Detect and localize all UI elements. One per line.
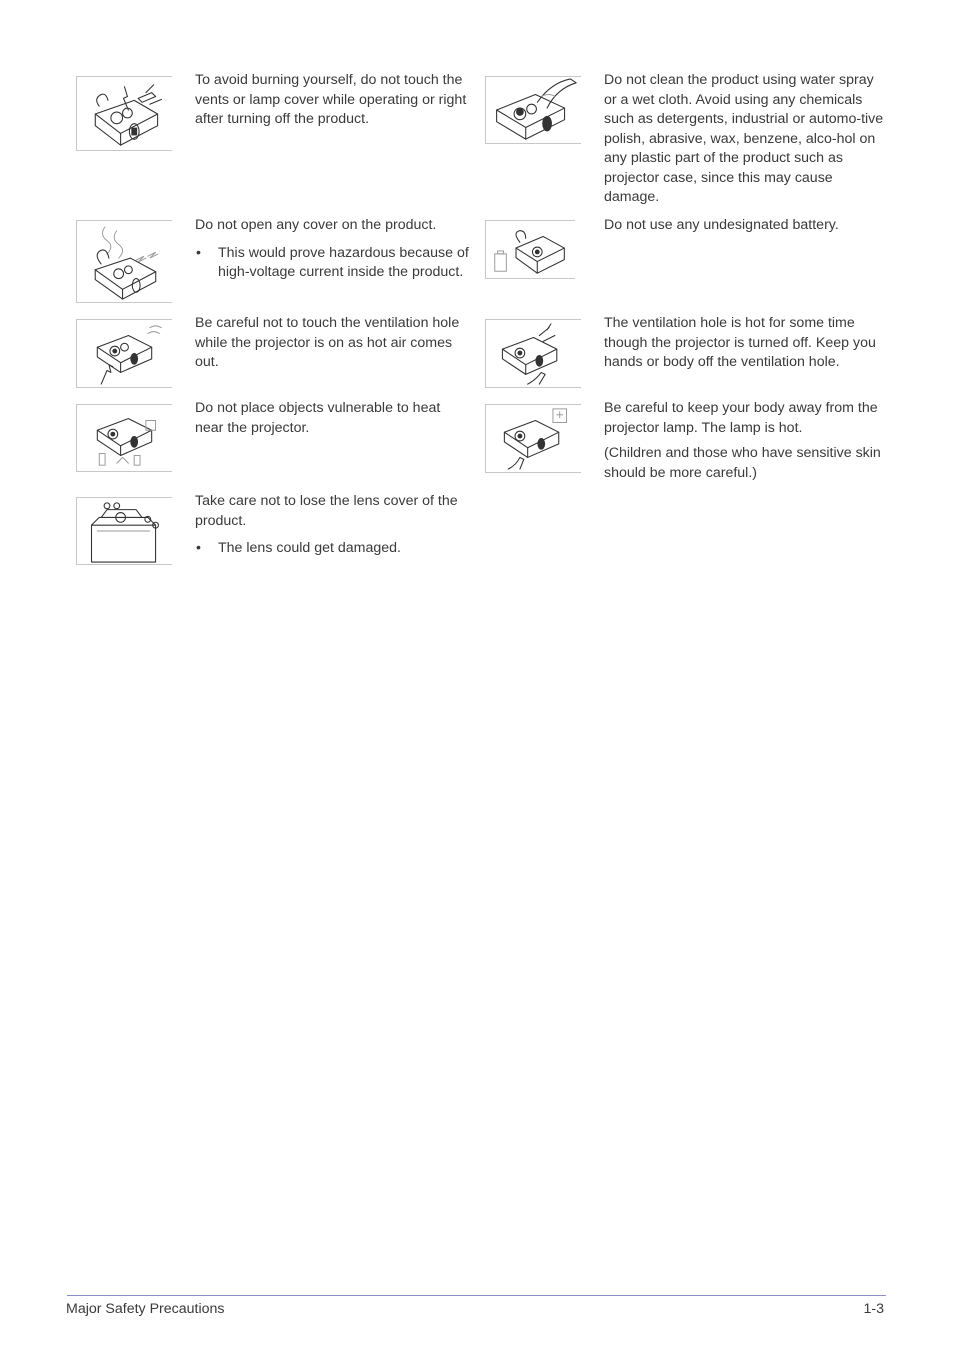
lens-cover-warning-illustration (76, 497, 172, 565)
lamp-warning-text (604, 399, 884, 483)
heat-warning-text (195, 399, 470, 438)
bullet-item: • This would prove hazardous because of high-voltage current inside the product. (195, 244, 470, 283)
bullet-item: • The lens could get damaged. (195, 539, 470, 559)
paragraph: Do not open any cover on the product. (195, 217, 437, 233)
heat-warning-illustration (76, 404, 172, 472)
paragraph: (Children and those who have sensitive skin should be more careful.) (604, 445, 881, 481)
clean-warning-illustration (485, 76, 581, 144)
burn-warning-text (195, 71, 470, 130)
bullet-list (195, 244, 470, 283)
lens-cover-warning-text (195, 492, 470, 559)
vent-off-warning-illustration (485, 319, 581, 388)
paragraph: The ventilation hole is hot for some time though the projector is turned off. Keep you hands or body off the ventilation hole. (604, 315, 876, 370)
vent-on-warning-text (195, 314, 470, 373)
paragraph: Do not use any undesignated battery. (604, 217, 839, 233)
lamp-warning-illustration (485, 404, 581, 473)
bullet-list (195, 539, 470, 559)
page-number: 1-3 (863, 1301, 884, 1317)
open-cover-warning-text (195, 216, 470, 283)
paragraph: Be careful not to touch the ventilation hole while the projector is on as hot air comes out. (195, 315, 460, 370)
footer-divider (67, 1295, 886, 1296)
clean-warning-text (604, 71, 884, 208)
footer-section-title: Major Safety Precautions (66, 1301, 225, 1317)
paragraph: To avoid burning yourself, do not touch the vents or lamp cover while operating or right after turning off the product. (195, 72, 467, 127)
paragraph: Be careful to keep your body away from the projector lamp. The lamp is hot. (604, 400, 878, 436)
burn-warning-illustration (76, 76, 172, 151)
open-cover-warning-illustration (76, 220, 172, 303)
vent-off-warning-text (604, 314, 884, 373)
battery-warning-text (604, 216, 884, 236)
battery-warning-illustration (485, 220, 575, 279)
paragraph: Do not clean the product using water spray or a wet cloth. Avoid using any chemicals such as detergents, industrial or automo-tive polish, abrasive, wax, benzene, alco-hol on any plastic part of the product such as projector case, since this may cause damage. (604, 72, 884, 205)
vent-on-warning-illustration (76, 319, 172, 388)
paragraph: Do not place objects vulnerable to heat near the projector. (195, 400, 441, 436)
paragraph: Take care not to lose the lens cover of the product. (195, 493, 458, 529)
